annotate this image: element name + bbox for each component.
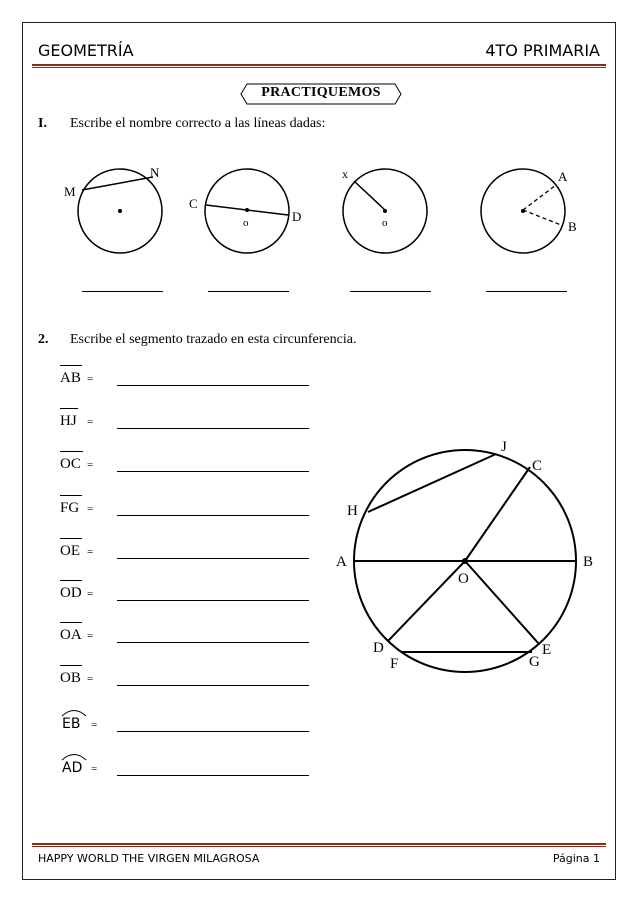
radius-oe <box>465 561 539 644</box>
footer-page-number: Página 1 <box>552 852 600 865</box>
segment-bar <box>60 365 82 366</box>
center-point-o <box>462 558 468 564</box>
segment-row-ab <box>60 370 120 390</box>
label-n: N <box>150 165 160 180</box>
segment-name: AB <box>60 370 81 386</box>
label-j: J <box>501 439 507 455</box>
segment-row-od <box>60 585 120 605</box>
segment-bar <box>60 538 82 539</box>
question-1 <box>38 116 598 136</box>
center-dot-4 <box>521 209 525 213</box>
segment-row-hj <box>60 413 120 433</box>
label-a-small: A <box>558 169 568 184</box>
label-c-big: C <box>532 458 543 474</box>
circle-figure-1 <box>64 165 170 265</box>
answer-line-oe[interactable] <box>117 558 309 559</box>
segment-bar <box>60 408 78 409</box>
answer-blank-2[interactable] <box>208 291 289 292</box>
header-rule-thin <box>32 67 606 68</box>
radius-oc <box>465 467 530 561</box>
label-d: D <box>292 209 302 224</box>
question-2-number: 2. <box>38 332 49 347</box>
equals-sign: = <box>91 763 98 775</box>
label-o-big: O <box>458 571 469 587</box>
answer-line-hj[interactable] <box>117 428 309 429</box>
answer-line-oa[interactable] <box>117 642 309 643</box>
equals-sign: = <box>91 719 98 731</box>
arc-row-ad <box>62 760 122 780</box>
radius-b <box>523 210 561 225</box>
segment-row-fg <box>60 500 120 520</box>
segment-name: OB <box>60 670 81 686</box>
label-a-big: A <box>336 554 347 570</box>
label-b-big: B <box>583 554 594 570</box>
circle-diagram <box>330 440 610 690</box>
segment-name: OE <box>60 543 80 559</box>
label-m: M <box>64 184 76 199</box>
answer-line-eb[interactable] <box>117 731 309 732</box>
footer-rule-thin <box>32 846 606 847</box>
label-o-3: o <box>382 217 388 229</box>
page-footer <box>38 852 600 865</box>
equals-sign: = <box>87 673 94 685</box>
segment-name: FG <box>60 500 80 516</box>
practiquemos-badge <box>241 83 401 105</box>
segment-bar <box>60 451 83 452</box>
footer-school: HAPPY WORLD THE VIRGEN MILAGROSA <box>38 852 260 865</box>
center-dot-3 <box>383 209 387 213</box>
answer-blank-4[interactable] <box>486 291 567 292</box>
question-2 <box>38 332 598 352</box>
equals-sign: = <box>87 373 94 385</box>
answer-line-oc[interactable] <box>117 471 309 472</box>
radius-od <box>388 561 465 641</box>
segment-bar <box>60 622 82 623</box>
label-e-big: E <box>542 642 552 658</box>
answer-line-fg[interactable] <box>117 515 309 516</box>
answer-line-ad[interactable] <box>117 775 309 776</box>
circle-figure-3 <box>340 165 440 265</box>
footer-rule <box>32 843 606 845</box>
label-b-small: B <box>568 219 577 234</box>
radius-a <box>523 185 556 210</box>
label-f: F <box>390 656 399 672</box>
answer-line-od[interactable] <box>117 600 309 601</box>
equals-sign: = <box>87 546 94 558</box>
segment-name: HJ <box>60 413 77 429</box>
label-c: C <box>189 196 198 211</box>
circle-figure-2 <box>189 165 302 265</box>
segment-bar <box>60 495 82 496</box>
answer-line-ab[interactable] <box>117 385 309 386</box>
segment-name: OD <box>60 585 82 601</box>
equals-sign: = <box>87 503 94 515</box>
equals-sign: = <box>87 630 94 642</box>
label-d-big: D <box>373 640 384 656</box>
arc-row-eb <box>62 716 122 736</box>
question-1-text: Escribe el nombre correcto a las líneas dadas: <box>70 116 326 131</box>
center-dot-2 <box>245 208 249 212</box>
label-x: x <box>342 167 348 181</box>
header-subject: GEOMETRÍA <box>38 41 134 60</box>
segment-row-oc <box>60 456 120 476</box>
question-1-number: I. <box>38 116 47 131</box>
segment-row-oa <box>60 627 120 647</box>
header-rule <box>32 64 606 66</box>
segment-name: OC <box>60 456 81 472</box>
label-o-2: o <box>243 217 249 229</box>
badge-label: PRACTIQUEMOS <box>261 85 381 100</box>
radius-xo <box>354 181 385 210</box>
equals-sign: = <box>87 588 94 600</box>
center-dot-1 <box>118 209 122 213</box>
arc-name: AD <box>62 760 83 776</box>
segment-bar <box>60 580 82 581</box>
question-2-text: Escribe el segmento trazado en esta circunferencia. <box>70 332 357 347</box>
segment-row-oe <box>60 543 120 563</box>
answer-line-ob[interactable] <box>117 685 309 686</box>
answer-blank-3[interactable] <box>350 291 431 292</box>
circle-figure-4 <box>478 165 578 265</box>
segment-bar <box>60 665 82 666</box>
arc-name: EB <box>62 716 81 732</box>
answer-blank-1[interactable] <box>82 291 163 292</box>
equals-sign: = <box>87 416 94 428</box>
equals-sign: = <box>87 459 94 471</box>
header-grade: 4TO PRIMARIA <box>485 41 600 60</box>
segment-name: OA <box>60 627 82 643</box>
label-h: H <box>347 503 358 519</box>
segment-row-ob <box>60 670 120 690</box>
label-g: G <box>529 654 540 670</box>
